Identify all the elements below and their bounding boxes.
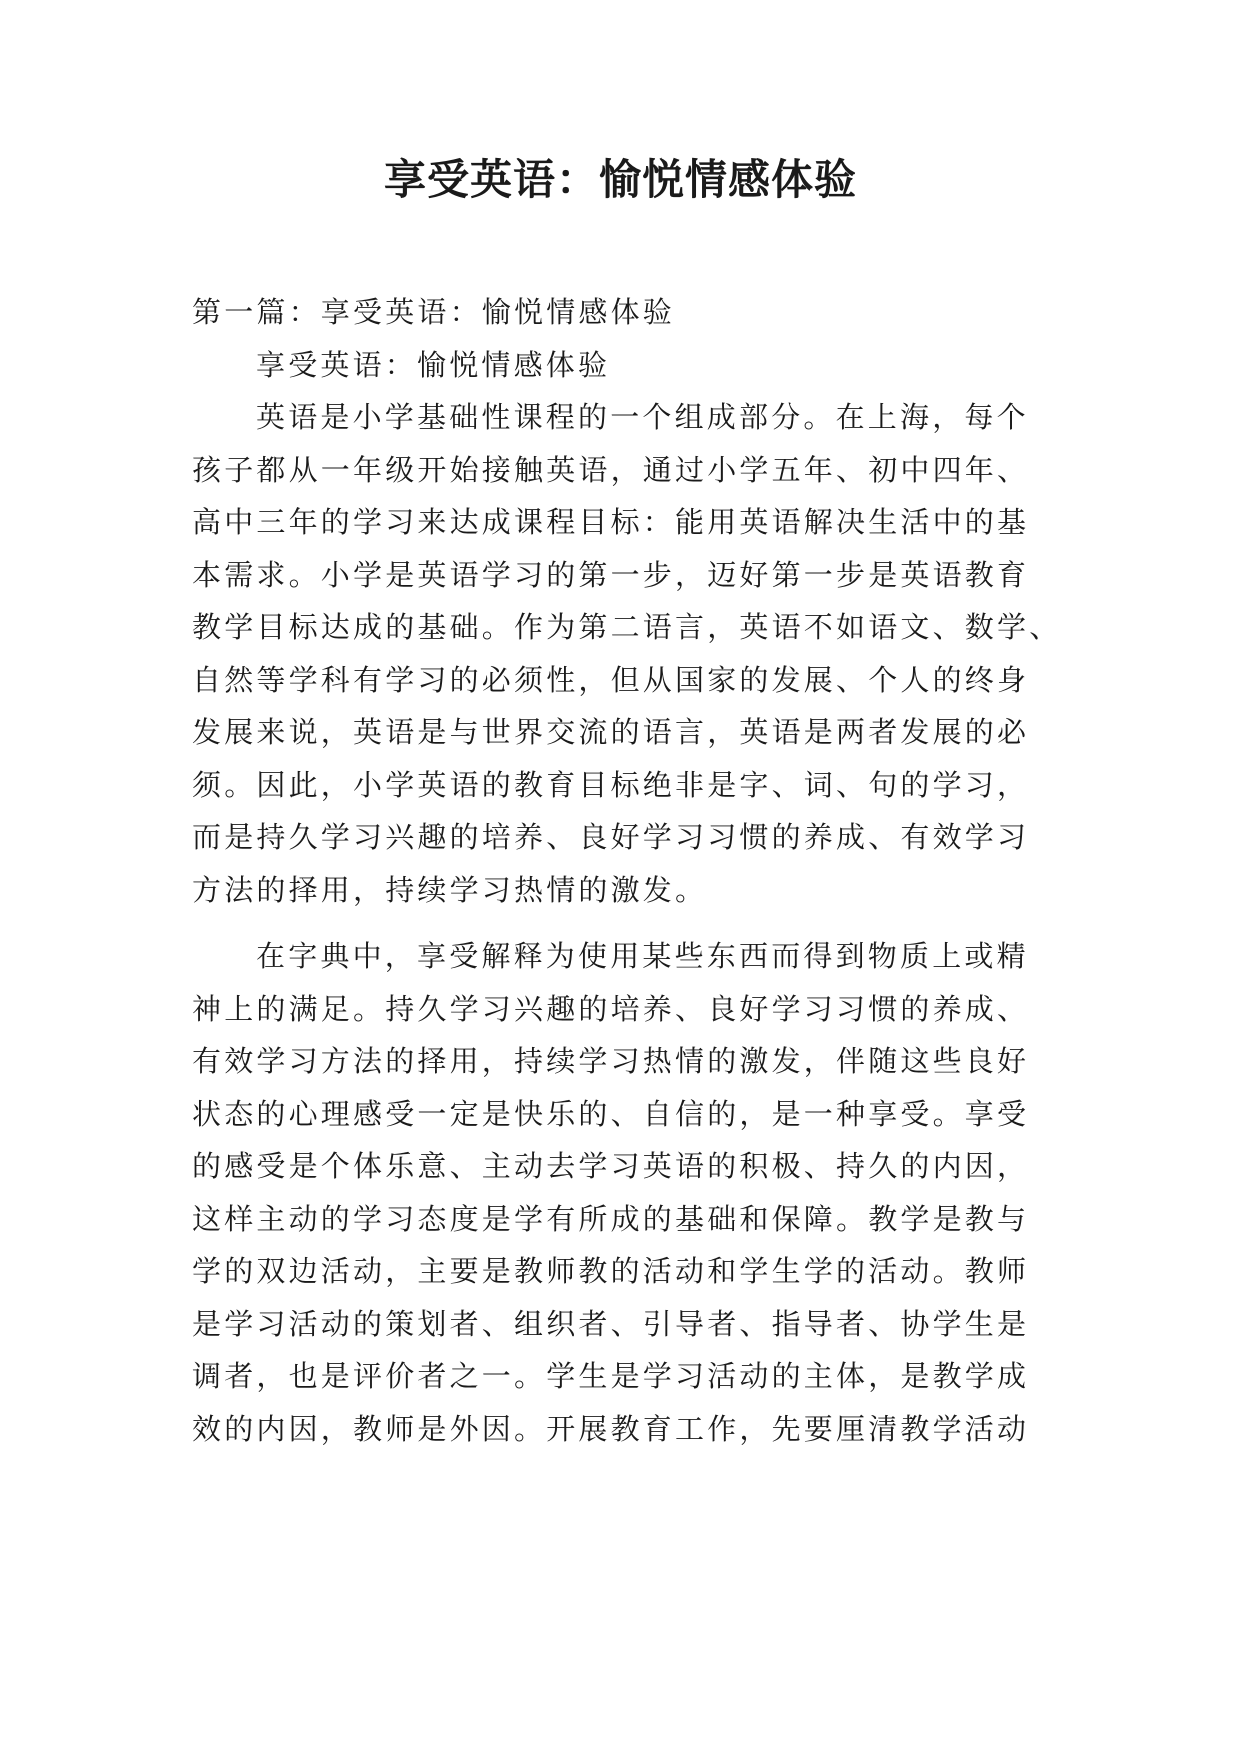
text-line: 在字典中，享受解释为使用某些东西而得到物质上或精 [256, 939, 1029, 973]
text-line: 享受英语：愉悦情感体验 [256, 347, 611, 382]
text-line: 本需求。小学是英语学习的第一步，迈好第一步是英语教育 [192, 557, 1030, 592]
text-line: 第一篇：享受英语：愉悦情感体验 [192, 295, 676, 329]
text-line: 有效学习方法的择用，持续学习热情的激发，伴随这些良好 [192, 1044, 1030, 1078]
document-body [192, 286, 1062, 1455]
text-line: 方法的择用，持续学习热情的激发。 [192, 872, 708, 907]
document-title: 享受英语：愉悦情感体验 [383, 155, 857, 204]
text-line: 学的双边活动，主要是教师教的活动和学生学的活动。教师 [192, 1254, 1030, 1288]
text-line: 而是持久学习兴趣的培养、良好学习习惯的养成、有效学习 [192, 820, 1030, 854]
text-line: 这样主动的学习态度是学有所成的基础和保障。教学是教与 [192, 1201, 1030, 1236]
text-line: 孩子都从一年级开始接触英语，通过小学五年、初中四年、 [192, 452, 1030, 487]
text-line: 高中三年的学习来达成课程目标：能用英语解决生活中的基 [192, 505, 1030, 539]
text-line: 效的内因，教师是外因。开展教育工作，先要厘清教学活动 [192, 1411, 1030, 1446]
text-line: 教学目标达成的基础。作为第二语言，英语不如语文、数学、 [192, 610, 1062, 644]
text-line: 状态的心理感受一定是快乐的、自信的，是一种享受。享受 [192, 1096, 1030, 1131]
paragraph-gap [192, 916, 1062, 930]
text-line: 是学习活动的策划者、组织者、引导者、指导者、协学生是 [192, 1306, 1030, 1341]
text-line: 自然等学科有学习的必须性，但从国家的发展、个人的终身 [192, 662, 1030, 697]
text-line: 须。因此，小学英语的教育目标绝非是字、词、句的学习， [192, 767, 1030, 802]
text-line: 神上的满足。持久学习兴趣的培养、良好学习习惯的养成、 [192, 991, 1030, 1026]
text-line: 发展来说，英语是与世界交流的语言，英语是两者发展的必 [192, 715, 1030, 749]
text-line: 的感受是个体乐意、主动去学习英语的积极、持久的内因， [192, 1149, 1030, 1183]
text-line: 英语是小学基础性课程的一个组成部分。在上海，每个 [256, 400, 1029, 434]
text-line: 调者，也是评价者之一。学生是学习活动的主体，是教学成 [192, 1359, 1030, 1393]
